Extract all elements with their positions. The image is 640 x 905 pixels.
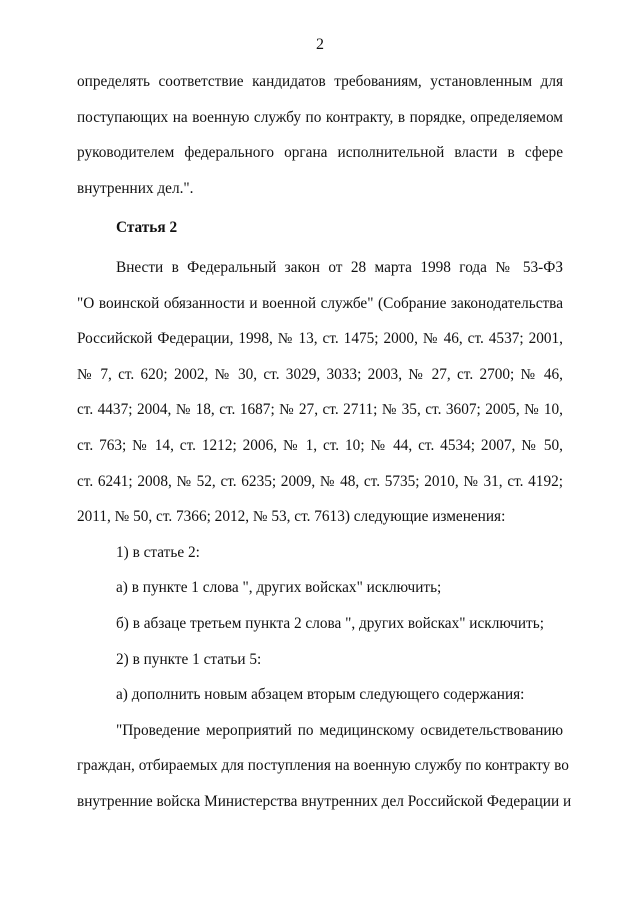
document-body (77, 64, 572, 819)
paragraph-continuation (77, 64, 563, 206)
text-line: граждан, отбираемых для поступления на военную службу по контракту во (77, 757, 569, 775)
text-line: Российской Федерации, 1998, № 13, ст. 1475; 2000, № 46, ст. 4537; 2001, (77, 330, 563, 348)
text-line: № 7, ст. 620; 2002, № 30, ст. 3029, 3033; 2003, № 27, ст. 2700; № 46, (77, 365, 563, 383)
list-item-2a: а) дополнить новым абзацем вторым следующего содержания: (116, 686, 525, 704)
text-line: поступающих на военную службу по контракту, в порядке, определяемом (77, 108, 563, 126)
text-line: определять соответствие кандидатов требованиям, установленным для (77, 73, 563, 90)
text-line: ст. 6241; 2008, № 52, ст. 6235; 2009, № 48, ст. 5735; 2010, № 31, ст. 4192; (77, 472, 563, 490)
page-number: 2 (316, 36, 324, 53)
text-line: "Проведение мероприятий по медицинскому освидетельствованию (116, 721, 563, 739)
text-line: внутренние войска Министерства внутренних дел Российской Федерации и (77, 792, 572, 810)
list-item-1b: б) в абзаце третьем пункта 2 слова ", других войсках" исключить; (116, 614, 544, 632)
text-line: внутренних дел.". (77, 179, 194, 197)
paragraph-quote (77, 713, 572, 820)
list-item-2: 2) в пункте 1 статьи 5: (116, 650, 262, 668)
text-line: "О воинской обязанности и военной службе" (Собрание законодательства (77, 294, 563, 312)
text-line: Внести в Федеральный закон от 28 марта 1998 года № 53-ФЗ (116, 258, 563, 276)
list-item-1: 1) в статье 2: (116, 543, 200, 561)
text-line: руководителем федерального органа исполнительной власти в сфере (77, 144, 563, 162)
text-line: 2011, № 50, ст. 7366; 2012, № 53, ст. 7613) следующие изменения: (77, 508, 506, 526)
text-line: ст. 4437; 2004, № 18, ст. 1687; № 27, ст. 2711; № 35, ст. 3607; 2005, № 10, (77, 401, 563, 419)
paragraph-article-2 (77, 250, 563, 535)
text-line: ст. 763; № 14, ст. 1212; 2006, № 1, ст. 10; № 44, ст. 4534; 2007, № 50, (77, 436, 563, 454)
list-item-1a: а) в пункте 1 слова ", других войсках" исключить; (116, 579, 442, 597)
article-heading: Статья 2 (116, 219, 178, 237)
